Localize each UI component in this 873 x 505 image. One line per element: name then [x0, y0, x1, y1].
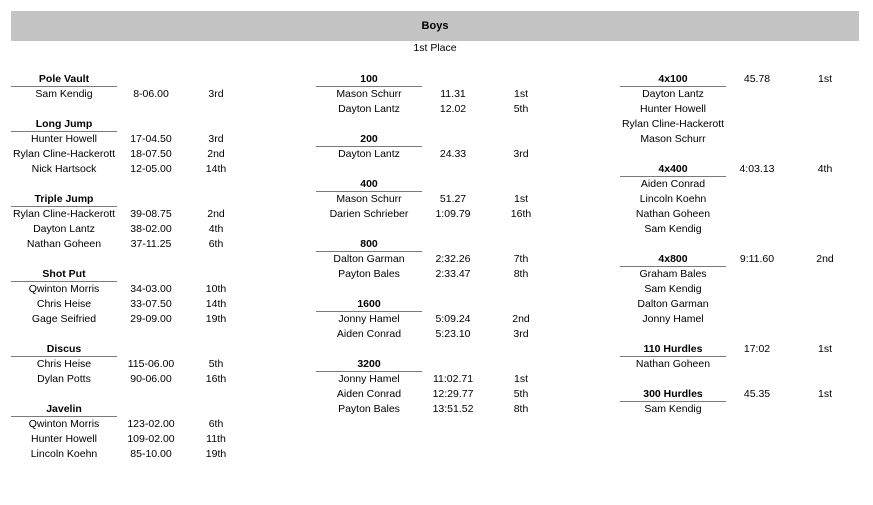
event-title: 1600: [316, 297, 422, 312]
result-place: 14th: [205, 163, 227, 175]
athlete-name: Dayton Lantz: [338, 148, 400, 160]
result-row: [316, 192, 546, 207]
relay-header: [620, 342, 850, 357]
result-mark: 5:23.10: [435, 328, 471, 340]
athlete-name: Jonny Hamel: [338, 373, 400, 385]
result-row: [11, 447, 241, 462]
result-place: 6th: [208, 418, 224, 430]
event-block: [316, 297, 546, 342]
result-mark: 11:02.71: [432, 373, 474, 385]
result-row: [316, 372, 546, 387]
athlete-name: Dayton Lantz: [642, 88, 704, 100]
athlete-name: Dylan Potts: [37, 373, 91, 385]
result-mark: 2:33.47: [435, 268, 471, 280]
athlete-name: Sam Kendig: [35, 88, 93, 100]
result-row: [11, 297, 241, 312]
result-mark: 11.31: [440, 88, 466, 100]
event-spacer: [316, 162, 546, 177]
athlete-name: Jonny Hamel: [642, 313, 704, 325]
athlete-name: Chris Heise: [36, 358, 92, 370]
result-place: 5th: [513, 388, 529, 400]
page-title: Boys: [421, 20, 449, 32]
athlete-name: Jonny Hamel: [338, 313, 400, 325]
event-spacer: [11, 462, 241, 477]
result-place: 1st: [513, 88, 528, 100]
athlete-name: Hunter Howell: [640, 103, 706, 115]
athlete-name: Aiden Conrad: [640, 178, 706, 190]
relay-events-column: [620, 72, 850, 432]
relay-member-row: [620, 402, 850, 417]
result-mark: 4:03.13: [739, 163, 775, 175]
result-row: [316, 207, 546, 222]
result-mark: 17-04.50: [130, 133, 172, 145]
relay-header: [620, 252, 850, 267]
result-mark: 12:29.77: [432, 388, 474, 400]
athlete-name: Dayton Lantz: [33, 223, 95, 235]
event-title: 4x100: [620, 72, 726, 87]
athlete-name: Sam Kendig: [644, 283, 702, 295]
result-row: [11, 432, 241, 447]
event-spacer: [620, 372, 850, 387]
result-place: 5th: [208, 358, 224, 370]
event-spacer: [316, 417, 546, 432]
event-title: 110 Hurdles: [620, 342, 726, 357]
event-block: [11, 192, 241, 252]
relay-member-row: [620, 207, 850, 222]
result-mark: 33-07.50: [130, 298, 172, 310]
field-events-column: [11, 72, 241, 477]
relay-block: [620, 162, 850, 237]
relay-member-row: [620, 312, 850, 327]
event-title: 3200: [316, 357, 422, 372]
relay-member-row: [620, 177, 850, 192]
result-row: [11, 87, 241, 102]
event-title: Triple Jump: [11, 192, 117, 207]
result-mark: 85-10.00: [130, 448, 172, 460]
result-place: 11th: [206, 433, 226, 445]
athlete-name: Nathan Goheen: [635, 208, 711, 220]
event-block: [316, 357, 546, 417]
event-spacer: [620, 417, 850, 432]
athlete-name: Aiden Conrad: [336, 328, 402, 340]
result-mark: 2:32.26: [435, 253, 471, 265]
relay-header: [620, 72, 850, 87]
result-row: [11, 207, 241, 222]
relay-member-row: [620, 117, 850, 132]
result-place: 10th: [205, 283, 227, 295]
event-title: Javelin: [11, 402, 117, 417]
relay-block: [620, 342, 850, 372]
result-row: [11, 357, 241, 372]
result-mark: 12.02: [439, 103, 467, 115]
athlete-name: Graham Bales: [639, 268, 707, 280]
event-title: Long Jump: [11, 117, 117, 132]
result-place: 2nd: [816, 253, 834, 265]
result-place: 2nd: [512, 313, 530, 325]
result-row: [11, 417, 241, 432]
event-spacer: [316, 342, 546, 357]
athlete-name: Rylan Cline-Hackerott: [12, 148, 116, 160]
athlete-name: Dayton Lantz: [338, 103, 400, 115]
result-mark: 45.78: [743, 73, 771, 85]
event-spacer: [316, 282, 546, 297]
athlete-name: Mason Schurr: [640, 133, 706, 145]
event-title: 100: [316, 72, 422, 87]
result-row: [316, 387, 546, 402]
result-row: [316, 327, 546, 342]
relay-block: [620, 72, 850, 147]
result-place: 3rd: [208, 133, 224, 145]
result-row: [11, 132, 241, 147]
athlete-name: Darien Schrieber: [329, 208, 409, 220]
result-place: 1st: [817, 73, 832, 85]
relay-member-row: [620, 297, 850, 312]
result-place: 14th: [205, 298, 227, 310]
relay-member-row: [620, 132, 850, 147]
athlete-name: Payton Bales: [338, 268, 400, 280]
result-mark: 51.27: [439, 193, 467, 205]
relay-header: [620, 387, 850, 402]
result-mark: 34-03.00: [130, 283, 172, 295]
result-row: [316, 402, 546, 417]
result-place: 8th: [513, 268, 529, 280]
result-row: [11, 282, 241, 297]
relay-member-row: [620, 102, 850, 117]
athlete-name: Chris Heise: [36, 298, 92, 310]
result-mark: 115-06.00: [127, 358, 175, 370]
event-spacer: [620, 327, 850, 342]
result-place: 1st: [817, 388, 832, 400]
result-mark: 45.35: [743, 388, 771, 400]
result-mark: 12-05.00: [130, 163, 172, 175]
result-mark: 29-09.00: [130, 313, 172, 325]
result-place: 5th: [513, 103, 529, 115]
result-place: 8th: [513, 403, 529, 415]
event-spacer: [316, 222, 546, 237]
event-title: 800: [316, 237, 422, 252]
result-mark: 9:11.60: [739, 253, 775, 265]
result-place: 2nd: [207, 208, 225, 220]
result-mark: 18-07.50: [130, 148, 172, 160]
result-place: 4th: [208, 223, 224, 235]
result-place: 1st: [513, 193, 528, 205]
result-mark: 39-08.75: [130, 208, 172, 220]
result-place: 3rd: [208, 88, 224, 100]
athlete-name: Qwinton Morris: [28, 283, 100, 295]
event-spacer: [11, 387, 241, 402]
athlete-name: Mason Schurr: [336, 193, 402, 205]
athlete-name: Sam Kendig: [644, 403, 702, 415]
athlete-name: Aiden Conrad: [336, 388, 402, 400]
event-title: Shot Put: [11, 267, 117, 282]
result-place: 4th: [817, 163, 833, 175]
event-title: 4x400: [620, 162, 726, 177]
result-mark: 90-06.00: [130, 373, 172, 385]
result-place: 2nd: [207, 148, 225, 160]
relay-member-row: [620, 357, 850, 372]
result-row: [316, 252, 546, 267]
result-mark: 8-06.00: [133, 88, 169, 100]
result-row: [11, 147, 241, 162]
relay-block: [620, 252, 850, 327]
athlete-name: Hunter Howell: [31, 133, 97, 145]
result-row: [316, 87, 546, 102]
result-place: 16th: [510, 208, 532, 220]
result-place: 16th: [205, 373, 227, 385]
result-row: [11, 237, 241, 252]
result-mark: 37-11.25: [130, 238, 172, 250]
result-place: 1st: [817, 343, 832, 355]
result-row: [316, 102, 546, 117]
athlete-name: Nathan Goheen: [26, 238, 102, 250]
athlete-name: Sam Kendig: [644, 223, 702, 235]
result-row: [316, 267, 546, 282]
relay-header: [620, 162, 850, 177]
result-mark: 109-02.00: [127, 433, 175, 445]
athlete-name: Rylan Cline-Hackerott: [621, 118, 725, 130]
running-events-column: [316, 72, 546, 432]
relay-member-row: [620, 282, 850, 297]
result-place: 19th: [205, 448, 227, 460]
result-place: 7th: [513, 253, 529, 265]
event-block: [11, 267, 241, 327]
athlete-name: Nick Hartsock: [31, 163, 97, 175]
result-place: 3rd: [513, 148, 529, 160]
result-row: [11, 372, 241, 387]
result-place: 1st: [513, 373, 528, 385]
event-block: [11, 117, 241, 177]
athlete-name: Mason Schurr: [336, 88, 402, 100]
result-mark: 24.33: [439, 148, 467, 160]
result-row: [11, 162, 241, 177]
event-spacer: [316, 117, 546, 132]
athlete-name: Hunter Howell: [31, 433, 97, 445]
event-spacer: [11, 252, 241, 267]
athlete-name: Lincoln Koehn: [639, 193, 707, 205]
relay-member-row: [620, 267, 850, 282]
result-place: 19th: [205, 313, 227, 325]
event-title: Pole Vault: [11, 72, 117, 87]
page-header: [11, 11, 859, 41]
event-block: [11, 402, 241, 462]
athlete-name: Rylan Cline-Hackerott: [12, 208, 116, 220]
result-mark: 123-02.00: [127, 418, 175, 430]
result-row: [316, 312, 546, 327]
event-block: [316, 132, 546, 162]
event-title: 400: [316, 177, 422, 192]
event-block: [316, 72, 546, 117]
event-block: [11, 342, 241, 387]
result-place: 6th: [208, 238, 224, 250]
event-title: Discus: [11, 342, 117, 357]
relay-member-row: [620, 87, 850, 102]
athlete-name: Nathan Goheen: [635, 358, 711, 370]
event-spacer: [11, 102, 241, 117]
result-mark: 5:09.24: [435, 313, 471, 325]
result-row: [11, 312, 241, 327]
result-mark: 17:02: [743, 343, 771, 355]
result-mark: 1:09.79: [435, 208, 471, 220]
athlete-name: Qwinton Morris: [28, 418, 100, 430]
athlete-name: Payton Bales: [338, 403, 400, 415]
event-spacer: [620, 237, 850, 252]
result-row: [11, 222, 241, 237]
athlete-name: Lincoln Koehn: [30, 448, 98, 460]
athlete-name: Dalton Garman: [637, 298, 709, 310]
result-mark: 13:51.52: [432, 403, 474, 415]
event-title: 300 Hurdles: [620, 387, 726, 402]
result-mark: 38-02.00: [130, 223, 172, 235]
relay-member-row: [620, 222, 850, 237]
event-block: [316, 237, 546, 282]
event-spacer: [11, 177, 241, 192]
event-spacer: [620, 147, 850, 162]
result-row: [316, 147, 546, 162]
event-title: 200: [316, 132, 422, 147]
page-subtitle: 1st Place: [413, 42, 457, 54]
relay-block: [620, 387, 850, 417]
event-spacer: [11, 327, 241, 342]
event-block: [11, 72, 241, 102]
athlete-name: Dalton Garman: [333, 253, 405, 265]
relay-member-row: [620, 192, 850, 207]
athlete-name: Gage Seifried: [31, 313, 97, 325]
result-place: 3rd: [513, 328, 529, 340]
event-title: 4x800: [620, 252, 726, 267]
event-block: [316, 177, 546, 222]
